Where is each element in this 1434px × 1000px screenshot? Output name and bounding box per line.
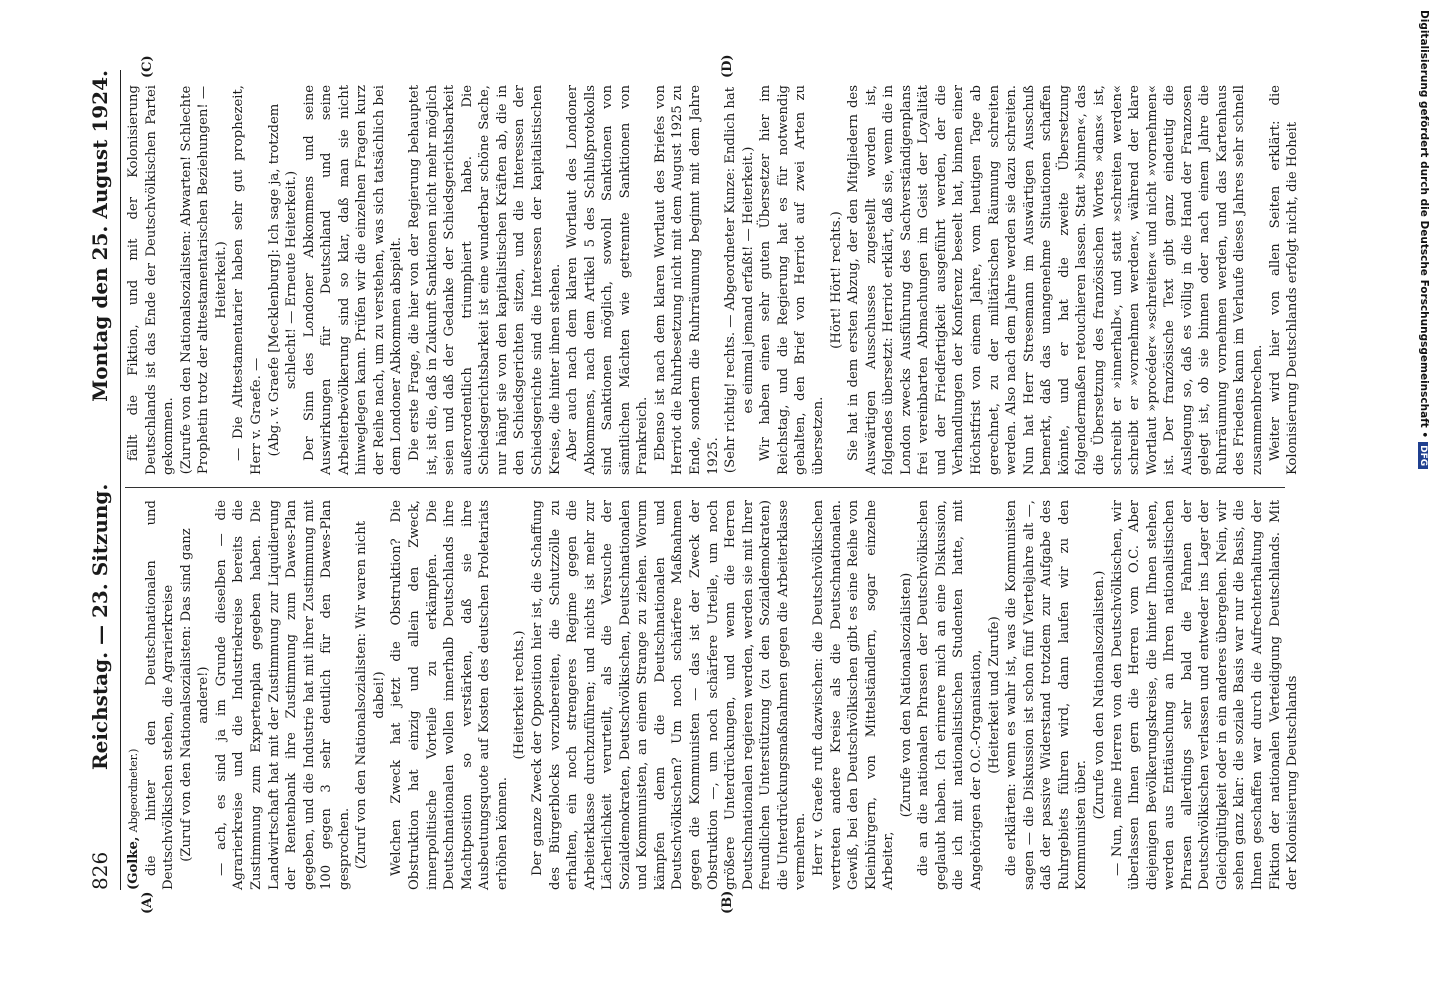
page-header <box>80 70 121 890</box>
right-column <box>125 85 1302 475</box>
paragraph: Die erste Frage, die hier von der Regierung behauptet ist, ist die, daß in Zukunft Sanktionen nicht mehr möglich seien und daß der Gedanke der Schiedsgerichtsbarkeit außerordentlich triumphiert habe. Die Schiedsgerichtsbarkeit ist eine wunderbar schöne Sache, nur hängt sie von den kapitalistischen Kräften ab, die in den Schiedsgerichten sitzen, und die Interessen der Schiedsgerichte sind die Interessen der kapitalistischen Kreise, die hinter ihnen stehen. <box>407 85 563 475</box>
speaker-line <box>125 500 143 890</box>
interjection: (Zurufe von den Nationalsozialisten) <box>898 572 914 818</box>
paragraph: Ebenso ist nach dem klaren Wortlaut des Briefes von Herriot die Ruhrbesetzung nicht mit dem August 1925 zu Ende, sondern die Ruhrräumung beginnt mit dem Jahre 1925. <box>652 85 721 475</box>
interjection: (Zurufe von den Nationalsozialisten.) <box>1091 570 1107 820</box>
paragraph: Herr v. Graefe ruft dazwischen: die Deutschvölkischen vertreten andere Kreise als die Deutschnationalen. Gewiß, bei den Deutschvölkischen gibt es eine Reihe von Kleinbürgern, von Mittelständlern, sogar einzelne Arbeiter, <box>810 500 897 890</box>
interjection: (Hört! Hört! rechts.) <box>828 211 844 349</box>
left-column <box>125 500 1302 890</box>
digitization-credit <box>1410 10 1430 990</box>
header-left-title: Reichstag. — 23. Sitzung. <box>88 483 112 771</box>
margin-marker-d: (D) <box>720 54 735 78</box>
interjection: (Abg. v. Graefe [Mecklenburg]: Ich sage ja, trotzdem schlecht! — Erneute Heiterkeit.) <box>266 103 300 457</box>
paragraph: die hinter den Deutschnationalen und Deutschvölkischen stehen, die Agrarierkreise <box>143 500 177 890</box>
paragraph: die erklärten: wenn es wahr ist, was die Kommunisten sagen — die Diskussion ist schon fünf Vierteljahre alt —, daß der passive Widerstand trotzdem zur Aufgabe des Ruhrgebiets führen wird, dann laufen wir zu den Kommunisten über. <box>1004 500 1090 890</box>
column-divider <box>125 487 1285 488</box>
margin-marker-a: (A) <box>140 891 155 914</box>
interjection: (Heiterkeit rechts.) <box>512 630 528 760</box>
paragraph: — Die Alttestamentarier haben sehr gut prophezeit, Herr v. Graefe. — <box>231 85 264 475</box>
document-page <box>80 50 1330 920</box>
paragraph: Wir haben einen sehr guten Übersetzer hier im Reichstag, und die Regierung hat es für notwendig gehalten, den Brief von Herriot auf zwei Arten zu übersetzen. <box>758 85 826 475</box>
paragraph: — ach, es sind ja im Grunde dieselben — die Agrarierkreise und die Industriekreise bereits die Zustimmung zum Expertenplan gegeben haben. Die Landwirtschaft hat mit der Zustimmung zur Liquidierung der Rentenbank ihre Zustimmung zum Dawes-Plan gegeben, und die Industrie hat mit ihrer Zustimmung mit 100 gegen 3 sehr deutlich für den Dawes-Plan gesprochen. <box>213 500 352 890</box>
paragraph: Weiter wird hier von allen Seiten erklärt: die Kolonisierung Deutschlands erfolgt nicht, die Hoheit <box>1267 85 1301 475</box>
interjection: (Sehr richtig! rechts. — Abgeordneter Kunze: Endlich hat es einmal jemand erfaßt! — Heiterkeit.) <box>723 86 756 474</box>
paragraph: Sie hat in dem ersten Abzug, der den Mitgliedern des Auswärtigen Ausschusses zugestellt worden ist, folgendes übersetzt: Herriot erklärt, daß sie, wenn die in London zwecks Ausführung des Sachverständigenplans frei vereinbarten Abmachungen im Geist der Loyalität und der Friedfertigkeit ausgeführt werden, der die Verhandlungen der Konferenz beseelt hat, binnen einer Höchstfrist von einem Jahre, vom heutigen Tage ab gerechnet, zu der militärischen Räumung schreiten werden. Also nach dem Jahre werden sie dazu schreiten. Nun hat Herr Stresemann im Auswärtigen Ausschuß bemerkt, daß das unangenehme Situationen schaffen könnte, und er hat die zweite Übersetzung folgendermaßen retouchieren lassen. Statt »binnen«, das die Übersetzung des französischen Wortes »dans« ist, schreibt er »innerhalb«, und statt »schreiten werden« schreibt er »vornehmen werden«, während der klare Wortlaut »procéder« »schreiten« und nicht »vornehmen« ist. Der französische Text gibt ganz eindeutig die Auslegung so, daß es völlig in die Hand der Franzosen gelegt ist, ob sie binnen oder nach einem Jahre die Ruhrräumung vornehmen werden, und das Kartenhaus des Friedens kann im Verlaufe dieses Jahres sehr schnell zusammenbrechen. <box>846 85 1265 475</box>
interjection: (Zurufe von den Nationalsozialisten: Abwarten! Schlechte Prophetin trotz der alttestamentarischen Beziehungen! — Heiterkeit.) <box>178 85 229 475</box>
dfg-logo: DFG <box>1418 442 1428 469</box>
paragraph: Der ganze Zweck der Opposition hier ist, die Schaffung des Bürgerblocks vorzubereiten, die Schutzzölle zu erhalten, ein noch strengeres Regime gegen die Arbeiterklasse durchzuführen; und nichts ist mehr zur Lächerlichkeit verurteilt, als die Versuche der Sozialdemokraten, Deutschvölkischen, Deutschnationalen und Kommunisten, an einem Strange zu ziehen. Worum kämpfen denn die Deutschnationalen und Deutschvölkischen? Um noch schärfere Maßnahmen gegen die Kommunisten — das ist der Zweck der Obstruktion —, um noch schärfere Urteile, um noch größere Unterdrückungen, und wenn die Herren Deutschnationalen regieren werden, werden sie mit Ihrer freundlichen Unterstützung (zu den Sozialdemokraten) die Unterdrückungsmaßnahmen gegen die Arbeiterklasse vermehren. <box>529 500 809 890</box>
interjection: (Zuruf von den Nationalsozialisten: Das sind ganz andere!) <box>178 528 212 862</box>
paragraph: fällt die Fiktion, und mit der Kolonisierung Deutschlands ist das Ende der Deutschvölkischen Partei gekommen. <box>126 85 177 475</box>
paragraph: Der Sinn des Londoner Abkommens und seine Auswirkungen für Deutschland und seine Arbeiterbevölkerung sind so klar, daß man sie nicht hinweglegen kann. Prüfen wir die einzelnen Fragen kurz der Reihe nach, um zu verstehen, was sich tatsächlich bei dem Londoner Abkommen abspielt. <box>301 85 405 475</box>
rotated-page-content <box>80 50 1330 920</box>
paragraph: Aber auch nach dem klaren Wortlaut des Londoner Abkommens, nach dem Artikel 5 des Schlußprotokolls sind Sanktionen möglich, sowohl Sanktionen von sämtlichen Mächten wie getrennte Sanktionen von Frankreich. <box>565 85 651 475</box>
page-number: 826 <box>88 851 112 890</box>
interjection: (Heiterkeit und Zurufe) <box>986 616 1002 774</box>
paragraph: die an die nationalen Phrasen der Deutschvölkischen geglaubt haben. Ich erinnere mich an eine Diskussion, die ich mit nationalistischen Studenten hatte, mit Angehörigen der O.C.-Organisation, <box>916 500 984 890</box>
paragraph: Welchen Zweck hat jetzt die Obstruktion? Die Obstruktion hat einzig und allein den Zweck, innerpolitische Vorteile zu erkämpfen. Die Deutschnationalen wollen innerhalb Deutschlands ihre Machtposition so verstärken, daß sie ihre Ausbeutungsquote auf Kosten des deutschen Proletariats erhöhen können. <box>389 500 510 890</box>
speaker-role: Abgeordneter.) <box>127 748 140 833</box>
margin-marker-b: (B) <box>720 890 735 914</box>
margin-marker-c: (C) <box>140 55 155 78</box>
speaker-name: (Golke, <box>126 836 141 890</box>
interjection: (Zuruf von den Nationalsozialisten: Wir waren nicht dabei!) <box>354 520 387 870</box>
paragraph: — Nun, meine Herren von den Deutschvölkischen, wir überlassen Ihnen gern die Herren vom O.C. Aber diejenigen Bevölkerungskreise, die hinter Ihnen stehen, werden aus Enttäuschung an Ihren nationalistischen Phrasen allerdings sehr bald die Fahnen der Deutschvölkischen verlassen und entweder ins Lager der Gleichgültigkeit oder in ein anderes übergehen. Nein, wir sehen ganz klar: die soziale Basis war nur die Basis, die Ihnen geschaffen war durch die Aufrechterhaltung der Fiktion der nationalen Verteidigung Deutschlands. Mit der Kolonisierung Deutschlands <box>1109 500 1301 890</box>
header-right-title: Montag den 25. August 1924. <box>88 70 112 402</box>
credit-text: Digitalisierung gefördert durch die Deutsche Forschungsgemeinschaft • <box>1418 10 1430 439</box>
